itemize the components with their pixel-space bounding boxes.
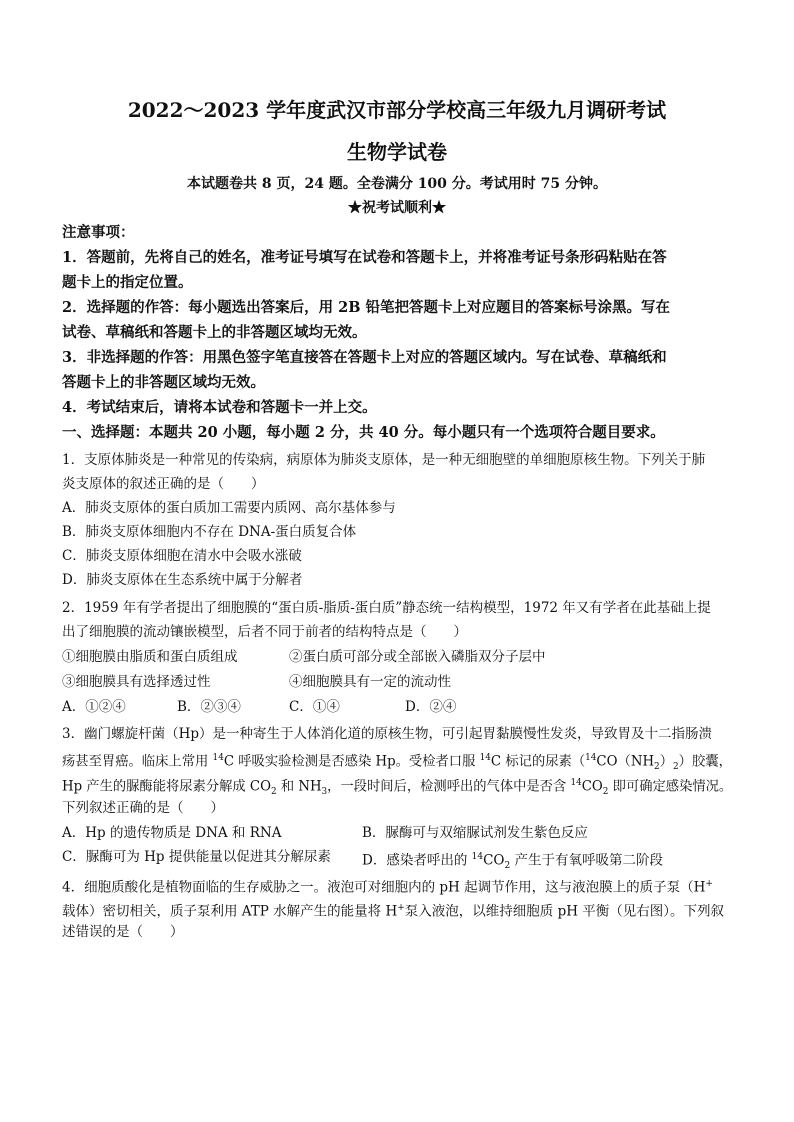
note-4: 4．考试结束后，请将本试卷和答题卡一并上交。 xyxy=(62,399,377,416)
note-1-line-1: 1．答题前，先将自己的姓名，准考证号填写在试卷和答题卡上，并将准考证号条形码粘贴在答 xyxy=(62,249,667,266)
note-3-line-1: 3．非选择题的作答：用黑色签字笔直接答在答题卡上对应的答题区域内。写在试卷、草稿纸和 xyxy=(62,349,667,366)
section-1-heading: 一、选择题：本题共 20 小题，每小题 2 分，共 40 分。每小题只有一个选项符合题目要求。 xyxy=(62,424,665,441)
q4-stem-line-2: 载体）密切相关，质子泵利用 ATP 水解产生的能量将 H+泵入液泡，以维持细胞质 pH 平衡（见右图）。下列叙 xyxy=(62,903,725,920)
exam-info: 本试题卷共 8 页，24 题。全卷满分 100 分。考试用时 75 分钟。 xyxy=(186,176,608,192)
q3-option-d: D．感染者呼出的 $^{14}CO_2$ 产生于有氧呼吸第二阶段 xyxy=(362,852,664,872)
note-2-line-2: 试卷、草稿纸和答题卡上的非答题区域均无效。 xyxy=(62,324,367,341)
q3-stem-line-2: 疡甚至胃癌。临床上常用 $^{14}$C 呼吸实验检测是否感染 Hp。受检者口服 $^{14}$C 标记的尿素$(^{14}CO(NH_2)_2)$胶囊， xyxy=(62,753,732,773)
exam-title: 2022～2023 学年度武汉市部分学校高三年级九月调研考试 xyxy=(127,98,667,122)
q2-statement-2: ②蛋白质可部分或全部嵌入磷脂双分子层中 xyxy=(289,649,546,665)
q2-option-d: D．②④ xyxy=(405,699,457,715)
q1-stem-line-2: 炎支原体的叙述正确的是（ ） xyxy=(62,476,265,492)
exam-subtitle: 生物学试卷 xyxy=(347,140,447,164)
q4-stem-line-3: 述错误的是（ ） xyxy=(62,924,184,940)
q3-stem-line-1: 3．幽门螺旋杆菌（Hp）是一种寄生于人体消化道的原核生物，可引起胃黏膜慢性发炎，导致胃及十二指肠溃 xyxy=(62,726,713,742)
note-3-line-2: 答题卡上的非答题区域均无效。 xyxy=(62,374,265,391)
note-1-line-2: 题卡上的指定位置。 xyxy=(62,274,193,291)
q3-option-c: C．脲酶可为 Hp 提供能量以促进其分解尿素 xyxy=(62,849,331,865)
q2-option-b: B．②③④ xyxy=(177,699,241,715)
q4-stem-line-1: 4．细胞质酸化是植物面临的生存威胁之一。液泡可对细胞内的 pH 起调节作用，这与液泡膜上的质子泵（H+ xyxy=(62,879,713,896)
q2-statement-3: ③细胞膜具有选择透过性 xyxy=(62,674,211,690)
note-2-line-1: 2．选择题的作答：每小题选出答案后，用 2B 铅笔把答题卡上对应题目的答案标号涂黑。写在 xyxy=(62,299,671,316)
q1-option-b: B．肺炎支原体细胞内不存在 DNA-蛋白质复合体 xyxy=(62,524,357,540)
q1-stem-line-1: 1．支原体肺炎是一种常见的传染病，病原体为肺炎支原体，是一种无细胞壁的单细胞原核生物。下列关于肺 xyxy=(62,452,706,468)
q2-stem-line-2: 出了细胞膜的流动镶嵌模型，后者不同于前者的结构特点是（ ） xyxy=(62,624,467,640)
q3-option-a: A．Hp 的遗传物质是 DNA 和 RNA xyxy=(62,825,282,841)
q2-statement-4: ④细胞膜具有一定的流动性 xyxy=(289,674,451,690)
q2-option-c: C．①④ xyxy=(289,699,340,715)
q3-stem-line-3: Hp 产生的脲酶能将尿素分解成 $CO_2$ 和 $NH_3$，一段时间后，检测呼出的气体中是否含 $^{14}CO_2$ 即可确定感染情况。 xyxy=(62,778,733,798)
q3-option-b: B．脲酶可与双缩脲试剂发生紫色反应 xyxy=(362,825,588,841)
q1-option-c: C．肺炎支原体细胞在清水中会吸水涨破 xyxy=(62,548,302,564)
q1-option-d: D．肺炎支原体在生态系统中属于分解者 xyxy=(62,572,303,588)
q2-stem-line-1: 2．1959 年有学者提出了细胞膜的“蛋白质-脂质-蛋白质”静态统一结构模型，1972 年又有学者在此基础上提 xyxy=(62,600,711,616)
q2-statement-1: ①细胞膜由脂质和蛋白质组成 xyxy=(62,649,238,665)
q1-option-a: A．肺炎支原体的蛋白质加工需要内质网、高尔基体参与 xyxy=(62,500,396,516)
exam-wish: ★祝考试顺利★ xyxy=(348,200,446,216)
notes-heading: 注意事项： xyxy=(62,224,135,241)
q2-option-a: A．①②④ xyxy=(62,699,126,715)
q3-stem-line-4: 下列叙述正确的是（ ） xyxy=(62,800,224,816)
